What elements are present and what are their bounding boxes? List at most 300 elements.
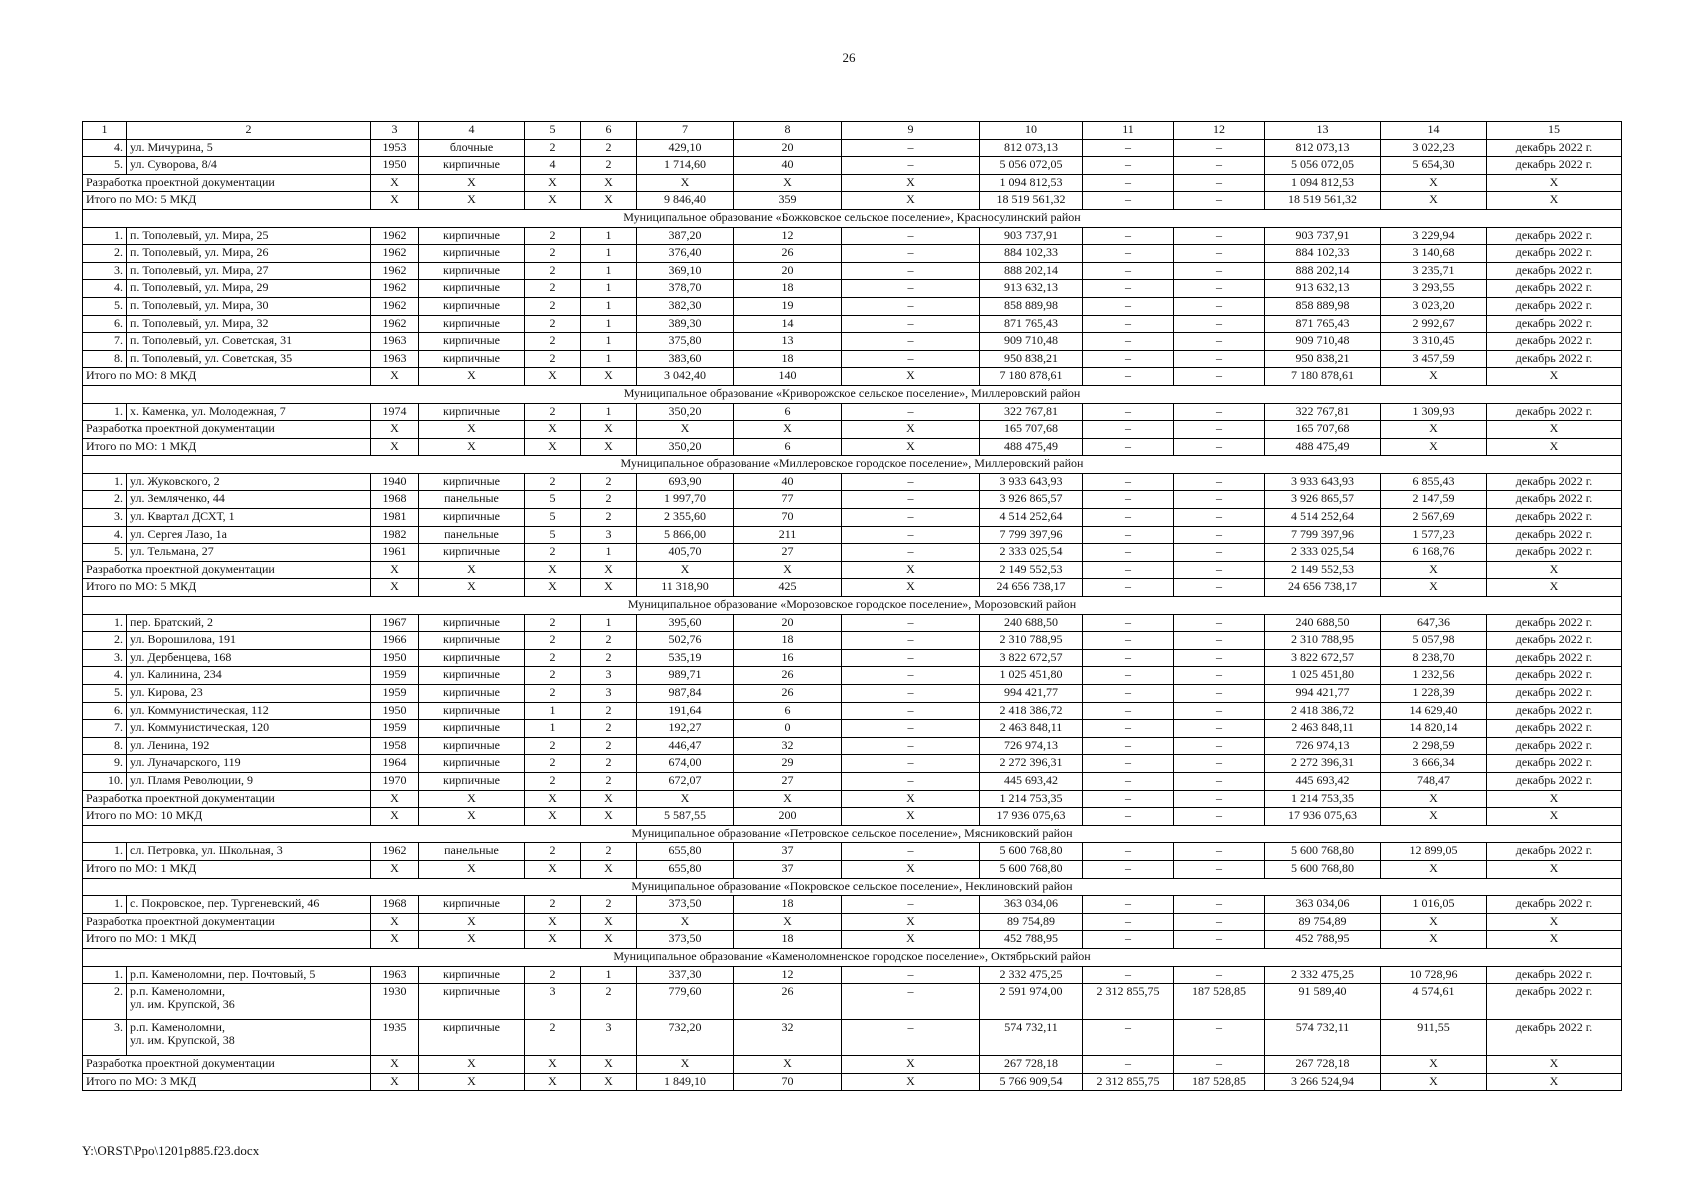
summary-cell: X bbox=[842, 913, 980, 931]
data-cell: 1963 bbox=[371, 350, 419, 368]
data-cell: 240 688,50 bbox=[1265, 614, 1381, 632]
row-number: 4. bbox=[83, 526, 127, 544]
data-cell: 2 bbox=[525, 297, 581, 315]
address-line: ул. Пламя Революции, 9 bbox=[130, 772, 254, 787]
building-address bbox=[127, 262, 371, 280]
summary-cell: X bbox=[581, 579, 637, 597]
data-cell: 389,30 bbox=[637, 315, 734, 333]
data-cell: – bbox=[1174, 632, 1265, 650]
data-cell: – bbox=[1083, 526, 1174, 544]
address-line: п. Тополевый, ул. Мира, 27 bbox=[130, 262, 269, 277]
data-cell: 2 463 848,11 bbox=[1265, 720, 1381, 738]
summary-cell: X bbox=[581, 368, 637, 386]
summary-cell: 140 bbox=[734, 368, 842, 386]
data-cell: 502,76 bbox=[637, 632, 734, 650]
summary-cell: X bbox=[1381, 438, 1487, 456]
building-row bbox=[83, 280, 1622, 298]
data-cell: 5 bbox=[525, 491, 581, 509]
data-cell: 2 463 848,11 bbox=[980, 720, 1083, 738]
data-cell: 3 457,59 bbox=[1381, 350, 1487, 368]
summary-cell: 6 bbox=[734, 438, 842, 456]
data-cell: 2 332 475,25 bbox=[980, 966, 1083, 984]
data-cell: декабрь 2022 г. bbox=[1487, 262, 1622, 280]
building-address bbox=[127, 843, 371, 861]
data-cell: кирпичные bbox=[419, 685, 525, 703]
summary-cell: X bbox=[1381, 1073, 1487, 1091]
data-cell: 1959 bbox=[371, 720, 419, 738]
data-cell: 3 293,55 bbox=[1381, 280, 1487, 298]
address-line: р.п. Каменоломни, пер. Почтовый, 5 bbox=[130, 966, 316, 981]
file-path-footer: Y:\ORST\Ppo\1201p885.f23.docx bbox=[82, 1143, 260, 1158]
address-line: ул. Квартал ДСХТ, 1 bbox=[130, 509, 235, 524]
data-cell: 32 bbox=[734, 1020, 842, 1056]
summary-cell: 200 bbox=[734, 808, 842, 826]
summary-cell: – bbox=[1083, 368, 1174, 386]
row-number: 8. bbox=[83, 350, 127, 368]
data-cell: 2 bbox=[581, 896, 637, 914]
data-cell: 779,60 bbox=[637, 984, 734, 1020]
summary-label: Итого по МО: 1 МКД bbox=[83, 931, 371, 949]
building-row bbox=[83, 509, 1622, 527]
summary-cell: 24 656 738,17 bbox=[980, 579, 1083, 597]
data-cell: – bbox=[1174, 755, 1265, 773]
address-line: п. Тополевый, ул. Мира, 26 bbox=[130, 245, 269, 260]
address-line: х. Каменка, ул. Молодежная, 7 bbox=[130, 403, 286, 418]
municipality-name: Муниципальное образование «Миллеровское городское поселение», Миллеровский район bbox=[83, 456, 1622, 474]
municipality-name: Муниципальное образование «Покровское сельское поселение», Неклиновский район bbox=[83, 878, 1622, 896]
data-cell: 369,10 bbox=[637, 262, 734, 280]
data-cell: 2 298,59 bbox=[1381, 737, 1487, 755]
building-row bbox=[83, 737, 1622, 755]
summary-cell: 1 094 812,53 bbox=[1265, 174, 1381, 192]
building-address bbox=[127, 896, 371, 914]
data-cell: 2 bbox=[525, 685, 581, 703]
summary-cell: X bbox=[371, 913, 419, 931]
data-cell: – bbox=[842, 544, 980, 562]
summary-cell: X bbox=[734, 561, 842, 579]
data-cell: – bbox=[1083, 262, 1174, 280]
building-address bbox=[127, 544, 371, 562]
building-row bbox=[83, 491, 1622, 509]
data-cell: 2 312 855,75 bbox=[1083, 984, 1174, 1020]
summary-cell: – bbox=[1174, 174, 1265, 192]
row-number: 5. bbox=[83, 544, 127, 562]
address-line: ул. Сергея Лазо, 1а bbox=[130, 526, 228, 541]
data-cell: 3 022,23 bbox=[1381, 139, 1487, 157]
data-cell: 3 bbox=[581, 1020, 637, 1056]
data-cell: 1 bbox=[581, 333, 637, 351]
data-cell: – bbox=[842, 720, 980, 738]
summary-cell: X bbox=[419, 579, 525, 597]
data-cell: декабрь 2022 г. bbox=[1487, 297, 1622, 315]
building-address bbox=[127, 403, 371, 421]
data-cell: декабрь 2022 г. bbox=[1487, 843, 1622, 861]
data-cell: 1940 bbox=[371, 473, 419, 491]
data-cell: – bbox=[842, 509, 980, 527]
summary-cell: X bbox=[371, 1056, 419, 1074]
summary-row bbox=[83, 790, 1622, 808]
column-number-header: 15 bbox=[1487, 122, 1622, 140]
data-cell: – bbox=[1083, 614, 1174, 632]
row-number: 9. bbox=[83, 755, 127, 773]
data-cell: кирпичные bbox=[419, 473, 525, 491]
summary-cell: X bbox=[581, 192, 637, 210]
summary-cell: X bbox=[842, 421, 980, 439]
building-row bbox=[83, 227, 1622, 245]
summary-cell: X bbox=[419, 808, 525, 826]
data-cell: 1 bbox=[525, 720, 581, 738]
summary-cell: X bbox=[419, 913, 525, 931]
data-cell: 1962 bbox=[371, 262, 419, 280]
data-cell: 2 272 396,31 bbox=[980, 755, 1083, 773]
data-cell: 1950 bbox=[371, 157, 419, 175]
column-number-header: 10 bbox=[980, 122, 1083, 140]
data-cell: 1962 bbox=[371, 315, 419, 333]
summary-label: Итого по МО: 10 МКД bbox=[83, 808, 371, 826]
data-cell: кирпичные bbox=[419, 509, 525, 527]
data-cell: 5 bbox=[525, 509, 581, 527]
building-address bbox=[127, 315, 371, 333]
summary-cell: X bbox=[371, 368, 419, 386]
summary-cell: X bbox=[525, 913, 581, 931]
data-cell: – bbox=[1083, 227, 1174, 245]
municipality-section-header-row bbox=[83, 597, 1622, 615]
data-cell: 2 bbox=[581, 755, 637, 773]
data-cell: кирпичные bbox=[419, 702, 525, 720]
building-address bbox=[127, 984, 371, 1020]
data-cell: 2 bbox=[525, 649, 581, 667]
data-cell: – bbox=[1174, 649, 1265, 667]
summary-cell: X bbox=[842, 808, 980, 826]
data-cell: – bbox=[842, 526, 980, 544]
data-cell: 14 629,40 bbox=[1381, 702, 1487, 720]
address-line: ул. Кирова, 23 bbox=[130, 685, 203, 699]
data-cell: 19 bbox=[734, 297, 842, 315]
building-address bbox=[127, 737, 371, 755]
building-row bbox=[83, 333, 1622, 351]
data-cell: – bbox=[1174, 403, 1265, 421]
data-cell: декабрь 2022 г. bbox=[1487, 509, 1622, 527]
data-cell: 6 855,43 bbox=[1381, 473, 1487, 491]
data-cell: 1968 bbox=[371, 491, 419, 509]
data-cell: кирпичные bbox=[419, 614, 525, 632]
summary-cell: X bbox=[1381, 174, 1487, 192]
summary-cell: 5 600 768,80 bbox=[1265, 860, 1381, 878]
data-cell: 858 889,98 bbox=[1265, 297, 1381, 315]
data-cell: – bbox=[1083, 667, 1174, 685]
summary-cell: 89 754,89 bbox=[1265, 913, 1381, 931]
data-cell: кирпичные bbox=[419, 403, 525, 421]
data-cell: – bbox=[1083, 509, 1174, 527]
summary-cell: X bbox=[1487, 931, 1622, 949]
data-cell: декабрь 2022 г. bbox=[1487, 526, 1622, 544]
data-cell: 2 bbox=[581, 139, 637, 157]
data-cell: 2 bbox=[525, 737, 581, 755]
summary-cell: X bbox=[525, 174, 581, 192]
summary-cell: 350,20 bbox=[637, 438, 734, 456]
row-number: 2. bbox=[83, 632, 127, 650]
building-row bbox=[83, 720, 1622, 738]
data-cell: 5 bbox=[525, 526, 581, 544]
address-line: п. Тополевый, ул. Советская, 35 bbox=[130, 350, 293, 365]
municipality-name: Муниципальное образование «Морозовское городское поселение», Морозовский район bbox=[83, 597, 1622, 615]
data-cell: декабрь 2022 г. bbox=[1487, 685, 1622, 703]
data-cell: 2 bbox=[525, 350, 581, 368]
summary-cell: – bbox=[1083, 931, 1174, 949]
data-cell: 2 bbox=[581, 843, 637, 861]
data-cell: – bbox=[1083, 403, 1174, 421]
data-cell: 4 bbox=[525, 157, 581, 175]
summary-cell: X bbox=[734, 174, 842, 192]
building-address bbox=[127, 509, 371, 527]
data-cell: – bbox=[1174, 896, 1265, 914]
data-cell: кирпичные bbox=[419, 984, 525, 1020]
data-cell: кирпичные bbox=[419, 755, 525, 773]
address-line: п. Тополевый, ул. Мира, 30 bbox=[130, 297, 269, 312]
data-cell: 913 632,13 bbox=[1265, 280, 1381, 298]
data-cell: 3 933 643,93 bbox=[980, 473, 1083, 491]
data-cell: 1982 bbox=[371, 526, 419, 544]
data-cell: 20 bbox=[734, 139, 842, 157]
summary-cell: X bbox=[734, 1056, 842, 1074]
data-cell: 1953 bbox=[371, 139, 419, 157]
data-cell: кирпичные bbox=[419, 315, 525, 333]
summary-row bbox=[83, 192, 1622, 210]
summary-cell: X bbox=[581, 931, 637, 949]
column-number-header: 7 bbox=[637, 122, 734, 140]
data-cell: 16 bbox=[734, 649, 842, 667]
data-cell: 14 bbox=[734, 315, 842, 333]
data-cell: – bbox=[1174, 297, 1265, 315]
data-cell: – bbox=[842, 403, 980, 421]
data-cell: 2 147,59 bbox=[1381, 491, 1487, 509]
data-cell: 2 272 396,31 bbox=[1265, 755, 1381, 773]
data-cell: 382,30 bbox=[637, 297, 734, 315]
summary-cell: 165 707,68 bbox=[980, 421, 1083, 439]
summary-cell: – bbox=[1174, 860, 1265, 878]
summary-cell: X bbox=[637, 913, 734, 931]
data-cell: кирпичные bbox=[419, 262, 525, 280]
data-cell: 2 bbox=[581, 702, 637, 720]
summary-cell: 24 656 738,17 bbox=[1265, 579, 1381, 597]
data-cell: 987,84 bbox=[637, 685, 734, 703]
summary-label: Разработка проектной документации bbox=[83, 561, 371, 579]
data-cell: 7 799 397,96 bbox=[1265, 526, 1381, 544]
data-cell: 2 bbox=[525, 544, 581, 562]
summary-cell: X bbox=[419, 421, 525, 439]
building-address bbox=[127, 491, 371, 509]
housing-repair-table bbox=[82, 121, 1622, 1091]
data-cell: 240 688,50 bbox=[980, 614, 1083, 632]
data-cell: – bbox=[1174, 333, 1265, 351]
data-cell: декабрь 2022 г. bbox=[1487, 157, 1622, 175]
data-cell: 2 bbox=[525, 245, 581, 263]
data-cell: 2 bbox=[525, 896, 581, 914]
summary-label: Разработка проектной документации bbox=[83, 1056, 371, 1074]
summary-cell: 3 042,40 bbox=[637, 368, 734, 386]
summary-cell: X bbox=[842, 860, 980, 878]
data-cell: 187 528,85 bbox=[1174, 984, 1265, 1020]
data-cell: – bbox=[842, 350, 980, 368]
data-cell: 693,90 bbox=[637, 473, 734, 491]
data-cell: декабрь 2022 г. bbox=[1487, 984, 1622, 1020]
data-cell: 376,40 bbox=[637, 245, 734, 263]
data-cell: 655,80 bbox=[637, 843, 734, 861]
address-line: ул. Суворова, 8/4 bbox=[130, 157, 217, 172]
data-cell: 3 229,94 bbox=[1381, 227, 1487, 245]
data-cell: 20 bbox=[734, 262, 842, 280]
data-cell: 3 926 865,57 bbox=[1265, 491, 1381, 509]
data-cell: 40 bbox=[734, 157, 842, 175]
data-cell: 1962 bbox=[371, 843, 419, 861]
summary-cell: X bbox=[842, 368, 980, 386]
data-cell: панельные bbox=[419, 843, 525, 861]
data-cell: 1963 bbox=[371, 333, 419, 351]
data-cell: – bbox=[842, 896, 980, 914]
data-cell: 363 034,06 bbox=[1265, 896, 1381, 914]
summary-cell: – bbox=[1174, 808, 1265, 826]
data-cell: декабрь 2022 г. bbox=[1487, 544, 1622, 562]
summary-row bbox=[83, 421, 1622, 439]
data-cell: 337,30 bbox=[637, 966, 734, 984]
data-cell: декабрь 2022 г. bbox=[1487, 473, 1622, 491]
summary-cell: X bbox=[419, 1073, 525, 1091]
summary-cell: X bbox=[1381, 561, 1487, 579]
data-cell: 350,20 bbox=[637, 403, 734, 421]
data-cell: – bbox=[1174, 350, 1265, 368]
summary-cell: 267 728,18 bbox=[1265, 1056, 1381, 1074]
address-line: с. Покровское, пер. Тургеневский, 46 bbox=[130, 896, 320, 911]
row-number: 5. bbox=[83, 157, 127, 175]
column-number-header: 9 bbox=[842, 122, 980, 140]
data-cell: панельные bbox=[419, 526, 525, 544]
data-cell: 871 765,43 bbox=[1265, 315, 1381, 333]
summary-cell: X bbox=[525, 561, 581, 579]
data-cell: кирпичные bbox=[419, 227, 525, 245]
summary-cell: X bbox=[525, 790, 581, 808]
summary-cell: – bbox=[1174, 913, 1265, 931]
summary-cell: X bbox=[842, 790, 980, 808]
summary-row bbox=[83, 1056, 1622, 1074]
data-cell: – bbox=[842, 280, 980, 298]
summary-row bbox=[83, 931, 1622, 949]
data-cell: 2 bbox=[525, 755, 581, 773]
summary-cell: X bbox=[581, 1056, 637, 1074]
building-address bbox=[127, 667, 371, 685]
summary-cell: – bbox=[1174, 438, 1265, 456]
address-line: ул. Калинина, 234 bbox=[130, 667, 222, 682]
summary-cell: X bbox=[1381, 368, 1487, 386]
data-cell: декабрь 2022 г. bbox=[1487, 772, 1622, 790]
data-cell: 1 bbox=[581, 966, 637, 984]
summary-label: Разработка проектной документации bbox=[83, 913, 371, 931]
data-cell: 18 bbox=[734, 896, 842, 914]
data-cell: кирпичные bbox=[419, 544, 525, 562]
summary-label: Итого по МО: 8 МКД bbox=[83, 368, 371, 386]
data-cell: – bbox=[842, 157, 980, 175]
summary-cell: X bbox=[1487, 421, 1622, 439]
summary-cell: 9 846,40 bbox=[637, 192, 734, 210]
data-cell: 726 974,13 bbox=[1265, 737, 1381, 755]
data-cell: 2 310 788,95 bbox=[1265, 632, 1381, 650]
summary-cell: X bbox=[581, 561, 637, 579]
data-cell: 1 bbox=[581, 280, 637, 298]
row-number: 10. bbox=[83, 772, 127, 790]
summary-cell: X bbox=[371, 1073, 419, 1091]
summary-cell: X bbox=[734, 913, 842, 931]
data-cell: – bbox=[1174, 139, 1265, 157]
data-cell: 2 bbox=[581, 649, 637, 667]
summary-cell: X bbox=[371, 192, 419, 210]
summary-cell: X bbox=[525, 808, 581, 826]
data-cell: 812 073,13 bbox=[1265, 139, 1381, 157]
data-cell: декабрь 2022 г. bbox=[1487, 702, 1622, 720]
data-cell: декабрь 2022 г. bbox=[1487, 280, 1622, 298]
data-cell: 674,00 bbox=[637, 755, 734, 773]
data-cell: 395,60 bbox=[637, 614, 734, 632]
data-cell: – bbox=[842, 491, 980, 509]
summary-cell: 17 936 075,63 bbox=[1265, 808, 1381, 826]
data-cell: 27 bbox=[734, 772, 842, 790]
summary-cell: 18 519 561,32 bbox=[1265, 192, 1381, 210]
data-cell: 5 057,98 bbox=[1381, 632, 1487, 650]
data-cell: 3 bbox=[581, 526, 637, 544]
data-cell: – bbox=[1174, 772, 1265, 790]
building-address bbox=[127, 245, 371, 263]
summary-cell: 7 180 878,61 bbox=[1265, 368, 1381, 386]
data-cell: декабрь 2022 г. bbox=[1487, 632, 1622, 650]
data-cell: 12 bbox=[734, 227, 842, 245]
summary-cell: X bbox=[1381, 790, 1487, 808]
summary-cell: X bbox=[734, 421, 842, 439]
data-cell: 383,60 bbox=[637, 350, 734, 368]
data-cell: кирпичные bbox=[419, 280, 525, 298]
data-cell: декабрь 2022 г. bbox=[1487, 737, 1622, 755]
data-cell: – bbox=[842, 702, 980, 720]
summary-cell: X bbox=[419, 438, 525, 456]
summary-cell: X bbox=[1487, 790, 1622, 808]
data-cell: 1962 bbox=[371, 227, 419, 245]
data-cell: – bbox=[1083, 896, 1174, 914]
data-cell: 2 bbox=[581, 720, 637, 738]
data-cell: 2 bbox=[581, 157, 637, 175]
municipality-section-header-row bbox=[83, 209, 1622, 227]
data-cell: 1959 bbox=[371, 685, 419, 703]
data-cell: – bbox=[842, 1020, 980, 1056]
address-line: ул. Дербенцева, 168 bbox=[130, 649, 232, 664]
data-cell: 5 056 072,05 bbox=[1265, 157, 1381, 175]
data-cell: 1964 bbox=[371, 755, 419, 773]
summary-cell: X bbox=[419, 790, 525, 808]
data-cell: 387,20 bbox=[637, 227, 734, 245]
data-cell: 3 bbox=[525, 984, 581, 1020]
summary-cell: 17 936 075,63 bbox=[980, 808, 1083, 826]
data-cell: 1950 bbox=[371, 649, 419, 667]
data-cell: кирпичные bbox=[419, 667, 525, 685]
data-cell: декабрь 2022 г. bbox=[1487, 649, 1622, 667]
data-cell: 535,19 bbox=[637, 649, 734, 667]
data-cell: – bbox=[842, 473, 980, 491]
summary-cell: X bbox=[581, 438, 637, 456]
data-cell: 18 bbox=[734, 280, 842, 298]
summary-cell: X bbox=[525, 368, 581, 386]
municipality-section-header-row bbox=[83, 456, 1622, 474]
summary-cell: 89 754,89 bbox=[980, 913, 1083, 931]
data-cell: декабрь 2022 г. bbox=[1487, 614, 1622, 632]
building-row bbox=[83, 702, 1622, 720]
data-cell: – bbox=[1083, 245, 1174, 263]
data-cell: – bbox=[842, 262, 980, 280]
